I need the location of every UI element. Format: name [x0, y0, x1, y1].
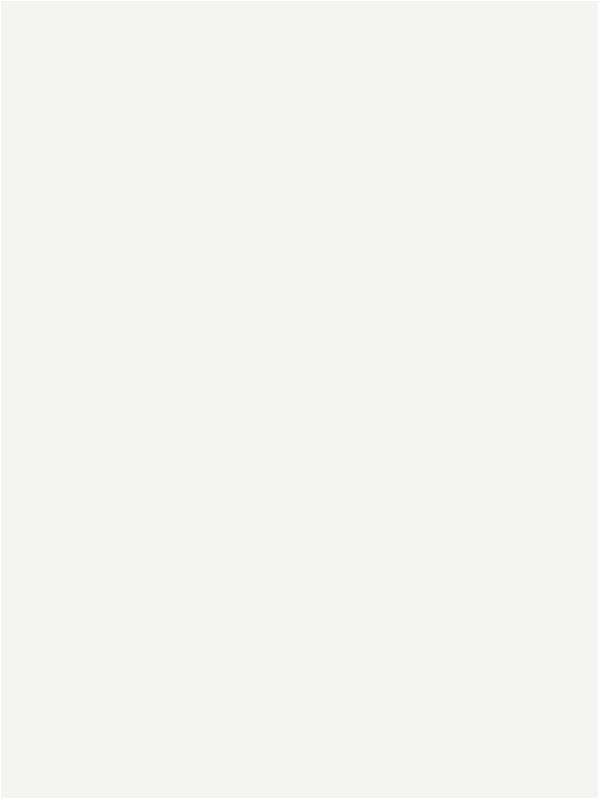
horoscope-chart: [1, 1, 598, 798]
